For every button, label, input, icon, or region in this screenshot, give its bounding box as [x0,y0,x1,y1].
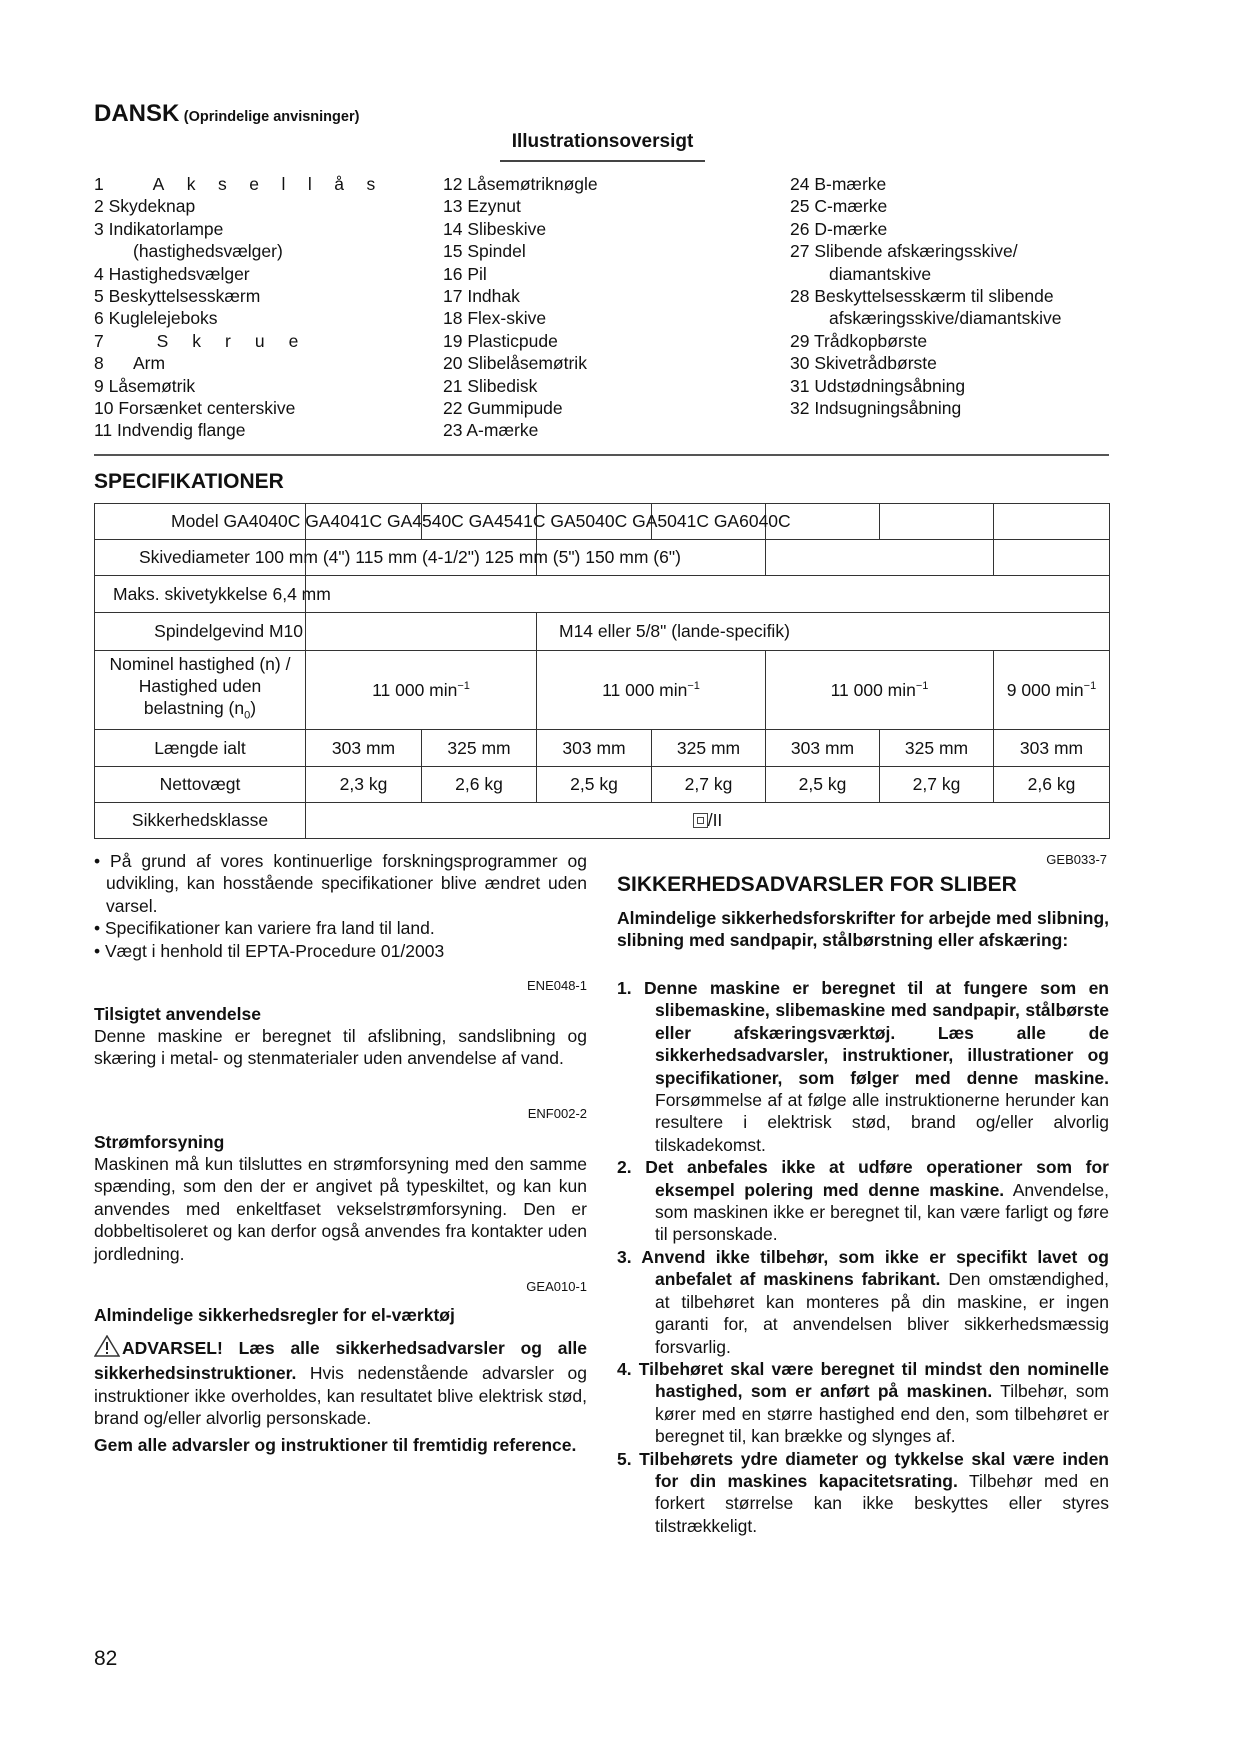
length-value: 303 mm [766,730,880,767]
illustration-item-label: Arm [133,353,166,374]
illustration-item: 31 Udstødningsåbning [790,375,966,396]
illustration-item: 14 Slibeskive [443,218,547,239]
length-value: 303 mm [306,730,422,767]
general-safety-title: Almindelige sikkerhedsregler for el-værktøj [94,1305,455,1325]
power-supply-title: Strømforsyning [94,1132,225,1152]
warning-triangle-icon [94,1335,122,1362]
safety-class-label: Sikkerhedsklasse [95,803,306,839]
spec-row-weight [95,767,1110,803]
model-list: Model GA4040C GA4041C GA4540C GA4541C GA5040C GA5041C GA6040C [171,511,791,531]
illustration-item: 23 A-mærke [443,420,539,441]
safety-class-value: /II [306,803,1110,839]
spindle-value: M14 eller 5/8" (lande-specifik) [537,613,1110,651]
illustration-item: 3 Indikatorlampe [94,218,224,239]
speed-label-line: Nominel hastighed (n) / [109,654,291,675]
illustration-item: 2 Skydeknap [94,196,196,217]
page-number: 82 [94,1647,118,1670]
grinder-safety-item: 5. Tilbehørets ydre diameter og tykkelse skal være inden for din maskines kapacitetsrating. Tilbehør med en forkert størrelse kan ikke beskyttes eller styres tilstrækkeligt. [617,1448,1109,1536]
thickness-value: Maks. skivetykkelse 6,4 mm [113,584,331,604]
grinder-safety-item: 1. Denne maskine er beregnet til at fungere som en slibemaskine, slibemaskine med sandpapir, stålbørste eller afskæringsværktøj. Læs alle de sikkerhedsadvarsler, instruktioner, illustrationer og specifikationer, som følger med denne maskine. Forsømmelse af at følge alle instruktionerne herunder kan resultere i elektrisk stød, brand og/eller alvorlig tilskadekomst. [617,978,1109,1155]
length-value: 325 mm [880,730,994,767]
weight-value: 2,7 kg [652,767,766,803]
language-title: DANSK [94,100,180,127]
illustration-item: 16 Pil [443,263,487,284]
grinder-safety-list [617,977,1109,1537]
illustration-item: 5 Beskyttelsesskærm [94,286,261,306]
illustration-item: 13 Ezynut [443,196,521,217]
grinder-safety-intro: Almindelige sikkerhedsforskrifter for arbejde med slibning, slibning med sandpapir, stålbørstning eller afskæring: [617,908,1109,951]
grinder-safety-item: 4. Tilbehøret skal være beregnet til mindst den nominelle hastighed, som er anført på maskinen. Tilbehør, som kører med en større hastighed end den, som tilbehøret er beregnet til, kan brække og slynges af. [617,1358,1109,1447]
length-value: 325 mm [652,730,766,767]
length-label: Længde ialt [95,730,306,767]
keep-instructions: Gem alle advarsler og instruktioner til fremtidig reference. [94,1435,577,1455]
spec-row-length [95,730,1110,767]
weight-value: 2,6 kg [994,767,1110,803]
double-insulation-icon [693,813,708,828]
illustration-item: 27 Slibende afskæringsskive/ [790,241,1018,262]
weight-value: 2,3 kg [306,767,422,803]
power-supply-text: Maskinen må kun tilsluttes en strømforsyning med den samme spænding, som den der er angivet på typeskiltet, og kan kun anvendes med enkeltfaset vekselstrømforsyning. Den er dobbeltisoleret og kan derfor også anvendes fra kontakter uden jordledning. [94,1154,587,1264]
language-subtitle: (Oprindelige anvisninger) [183,109,360,125]
specifications-table [94,503,1110,839]
length-value: 325 mm [422,730,537,767]
illustration-item: 18 Flex-skive [443,308,547,329]
title-underline [500,160,705,162]
illustration-item: 25 C-mærke [790,196,888,217]
speed-value: 9 000 $\min^{-1}$ [994,651,1110,730]
illustration-item: 19 Plasticpude [443,330,558,351]
illustration-item: 29 Trådkopbørste [790,330,928,351]
speed-value: 11 000 $\min^{-1}$ [766,651,994,730]
illustration-item: 12 Låsemøtriknøgle [443,174,598,194]
spec-row-safety-class [95,803,1110,839]
warning-paragraph: ADVARSEL! Læs alle sikkerhedsadvarsler og alle sikkerhedsinstruktioner. Hvis nedenstående advarsler og instruktioner ikke overholdes, kan resultatet blive elektrisk stød, brand og/eller alvorlig personskade. [94,1335,587,1430]
weight-label: Nettovægt [95,767,306,803]
illustration-item: 24 B-mærke [790,174,887,194]
ref-code: GEB033-7 [1046,852,1107,867]
ref-code: ENF002-2 [527,1106,587,1121]
speed-value: 11 000 $\min^{-1}$ [306,651,537,730]
illustration-item: 10 Forsænket centerskive [94,398,296,418]
length-value: 303 mm [537,730,652,767]
illustrations-title: Illustrationsoversigt [511,131,694,152]
grinder-safety-title: SIKKERHEDSADVARSLER FOR SLIBER [617,873,1017,896]
illustration-item: 28 Beskyttelsesskærm til slibende [790,286,1054,306]
spec-row-speed [95,651,1110,730]
speed-value: 11 000 $\min^{-1}$ [537,651,766,730]
illustration-item: 21 Slibedisk [443,375,538,396]
speed-label-line: belastning $(n_0)$ [143,698,257,722]
illustration-item: 7 Skrue [94,330,323,351]
illustration-item: 8 [94,353,104,374]
spec-row-diameter [95,540,1110,576]
illustration-item: 15 Spindel [443,241,526,262]
illustration-item: 4 Hastighedsvælger [94,263,250,284]
length-value: 303 mm [994,730,1110,767]
spec-notes [94,850,587,962]
illustration-item: 20 Slibelåsemøtrik [443,353,587,374]
spec-row-spindle [95,613,1110,651]
ref-code: ENE048-1 [527,978,587,993]
weight-value: 2,5 kg [537,767,652,803]
specs-title: SPECIFIKATIONER [94,470,284,493]
spindle-label: Spindelgevind M10 [95,613,306,651]
spec-row-model [95,504,1110,540]
illustration-item: 30 Skivetrådbørste [790,353,937,374]
weight-value: 2,6 kg [422,767,537,803]
illustration-item: 11 Indvendig flange [94,420,246,441]
weight-value: 2,7 kg [880,767,994,803]
grinder-safety-item: 2. Det anbefales ikke at udføre operationer som for eksempel polering med denne maskine. Anvendelse, som maskinen ikke er beregnet til, kan være farligt og føre til personskade. [617,1157,1110,1245]
grinder-safety-item: 3. Anvend ikke tilbehør, som ikke er specifikt lavet og anbefalet af maskinens fabrikant. Den omstændighed, at tilbehøret kan monteres på din maskine, er ingen garanti for, at anvendelsen bliver sikkerhedsmæssig forsvarlig. [617,1246,1109,1357]
section-divider [94,454,1109,456]
illustration-item: 6 Kuglelejeboks [94,308,218,329]
illustration-item: 22 Gummipude [443,398,563,418]
weight-value: 2,5 kg [766,767,880,803]
illustration-item: 32 Indsugningsåbning [790,398,962,418]
illustration-item: 1 Aksellås [94,174,398,194]
illustration-item-continued: afskæringsskive/diamantskive [829,308,1062,329]
spec-note: • På grund af vores kontinuerlige forskningsprogrammer og udvikling, kan hosstående specifikationer blive ændret uden varsel. [94,851,587,916]
speed-label-line: Hastighed uden [138,676,262,697]
spec-note: • Vægt i henhold til EPTA-Procedure 01/2003 [94,940,445,961]
spec-row-thickness [95,576,1110,613]
spec-note: • Specifikationer kan variere fra land til land. [94,918,435,939]
illustration-item: 9 Låsemøtrik [94,375,196,396]
intended-use-text: Denne maskine er beregnet til afslibning, sandslibning og skæring i metal- og stenmaterialer uden anvendelse af vand. [94,1026,587,1069]
page-header [94,100,359,128]
intended-use-title: Tilsigtet anvendelse [94,1004,261,1024]
illustration-item: 26 D-mærke [790,218,888,239]
illustration-item-continued: diamantskive [829,263,932,284]
diameter-values: Skivediameter 100 mm (4") 115 mm (4-1/2") 125 mm (5") 150 mm (6") [139,547,681,567]
illustration-item: 17 Indhak [443,286,520,306]
illustration-item-continued: (hastighedsvælger) [133,241,283,262]
ref-code: GEA010-1 [526,1279,587,1294]
